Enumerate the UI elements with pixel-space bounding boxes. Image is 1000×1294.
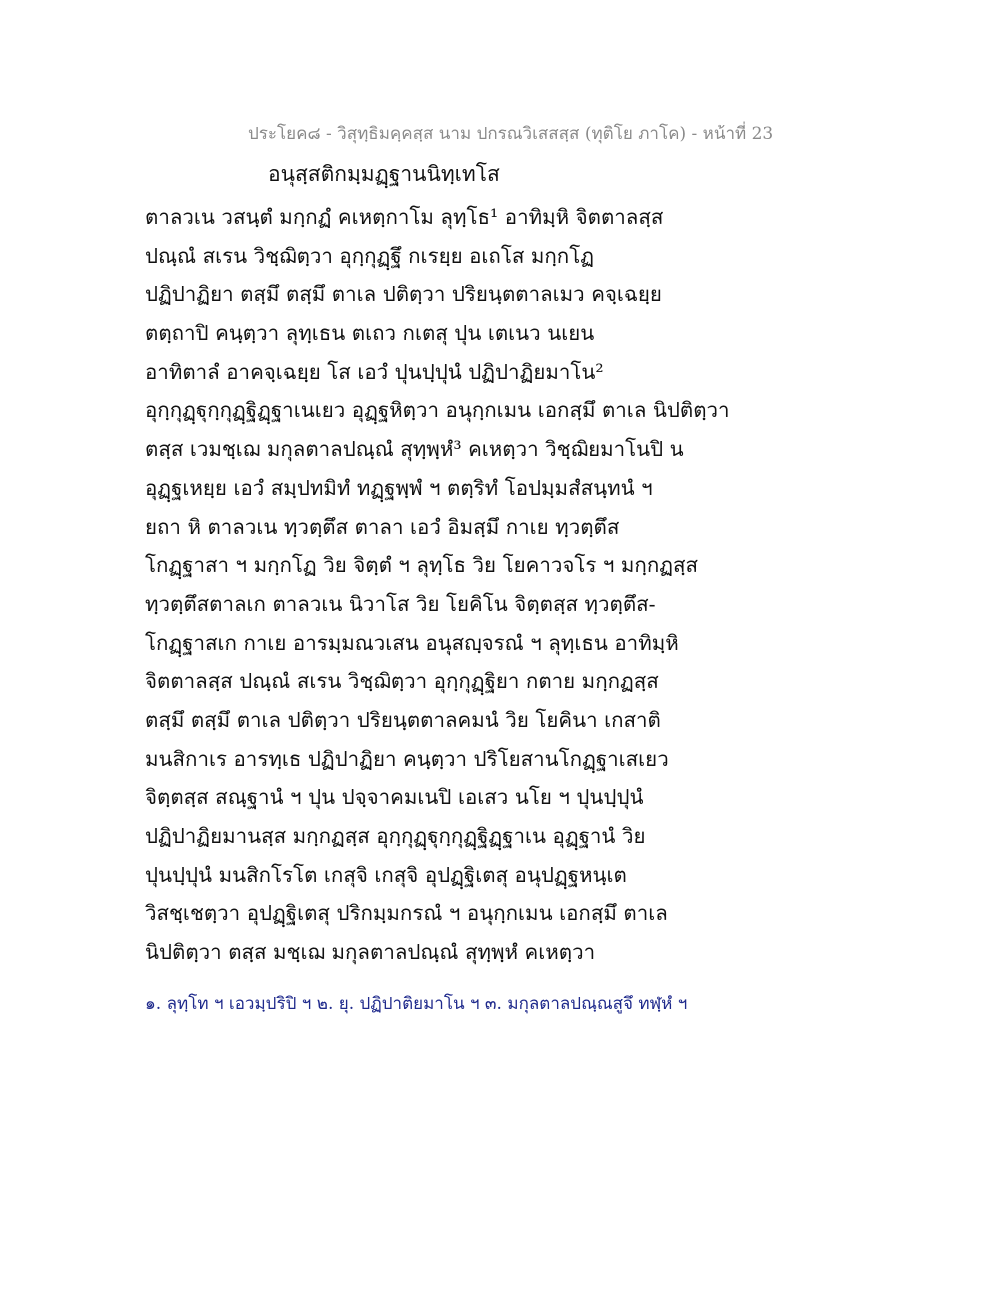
text-line: ยถา หิ ตาลวเน ทฺวตฺตึส ตาลา เอวํ อิมสฺมึ กาเย ทฺวตฺตึส: [145, 514, 620, 539]
text-line: ตสฺมึ ตสฺมึ ตาเล ปติตฺวา ปริยนฺตตาลคมนํ วิย โยคินา เกสาติ: [145, 707, 661, 732]
text-line: จิตฺตสฺส สณฺฐานํ ฯ ปุน ปจฺจาคมเนปิ เอเสว นโย ฯ ปุนปฺปุนํ: [145, 785, 644, 810]
text-line: วิสชฺเชตฺวา อุปฏฺฐิเตสุ ปริกมฺมกรณํ ฯ อนุกฺกเมน เอกสฺมึ ตาเล: [145, 901, 668, 926]
text-line: โกฏฺฐาสา ฯ มกฺกโฏ วิย จิตฺตํ ฯ ลุทฺโธ วิย โยคาวจโร ฯ มกฺกฏสฺส: [145, 553, 699, 578]
text-line: ปฏิปาฏิยมานสฺส มกฺกฏสฺส อุกฺกุฏฺฐุกฺกุฏฺฐิฏฺฐาเน อุฏฺฐานํ วิย: [145, 824, 646, 848]
text-line: อุฏฺฐเหยฺย เอวํ สมฺปทมิทํ ทฏฺฐพฺพํ ฯ ตตฺริทํ โอปมฺมสํสนฺทนํ ฯ: [145, 475, 653, 500]
text-line: โกฏฺฐาสเก กาเย อารมฺมณวเสน อนุสญฺจรณํ ฯ ลุทฺเธน อาทิมฺหิ: [145, 630, 679, 655]
text-line: ตาลวเน วสนฺตํ มกฺกฏํ คเหตฺกาโม ลุทฺโธ¹ อาทิมฺหิ จิตตาลสฺส: [145, 205, 664, 229]
running-header: ประโยค๘ - วิสุทฺธิมคฺคสฺส นาม ปกรณวิเสสสฺส (ทุติโย ภาโค) - หน้าที่ 23: [248, 124, 774, 144]
text-line: ปฏิปาฏิยา ตสฺมึ ตสฺมึ ตาเล ปติตฺวา ปริยนฺตตาลเมว คจฺเฉยฺย: [145, 282, 662, 307]
footnotes: ๑. ลุทฺโท ฯ เอวมฺปริปิ ฯ ๒. ยุ. ปฏิปาติยมาโน ฯ ๓. มกุลตาลปณฺณสูจึ ทฬฺหํ ฯ: [145, 994, 688, 1014]
text-line: มนสิกาเร อารทฺเธ ปฏิปาฏิยา คนฺตฺวา ปริโยสานโกฏฺฐาเสเยว: [145, 746, 669, 771]
text-line: ปุนปฺปุนํ มนสิกโรโต เกสุจิ เกสุจิ อุปฏฺฐิเตสุ อนุปฏฺฐหนฺเต: [145, 862, 627, 887]
text-line: ตสฺส เวมชฺเฌ มกุลตาลปณฺณํ สุทฺพฺหํ³ คเหตฺวา วิชฺฌิยมาโนปิ น: [145, 437, 684, 462]
text-line: ปณฺณํ สเรน วิชฺฌิตฺวา อุกฺกุฏฺฐึ กเรยฺย อเถโส มกฺกโฏ: [145, 243, 594, 268]
text-line: ตตฺถาปิ คนฺตฺวา ลุทฺเธน ตเถว กเตสุ ปุน เตเนว นเยน: [145, 321, 595, 346]
text-line: จิตตาลสฺส ปณฺณํ สเรน วิชฺฌิตฺวา อุกฺกุฏฺฐิยา กตาย มกฺกฏสฺส: [145, 669, 659, 694]
section-title: อนุสฺสติกมฺมฏฺฐานนิทฺเทโส: [268, 162, 500, 186]
text-line: ทฺวตฺตึสตาลเก ตาลวเน นิวาโส วิย โยคิโน จิตฺตสฺส ทฺวตฺตึส-: [145, 591, 656, 616]
text-line: อุกฺกุฏฺฐุกฺกุฏฺฐิฏฺฐาเนเยว อุฏฺฐหิตฺวา อนุกฺกเมน เอกสฺมึ ตาเล นิปติตฺวา: [145, 398, 730, 423]
text-line: อาทิตาลํ อาคจฺเฉยฺย โส เอวํ ปุนปฺปุนํ ปฏิปาฏิยมาโน²: [145, 359, 604, 384]
body-text: [145, 198, 865, 972]
text-line: นิปติตฺวา ตสฺส มชฺเฌ มกุลตาลปณฺณํ สุทฺพฺหํ คเหตฺวา: [145, 940, 596, 965]
